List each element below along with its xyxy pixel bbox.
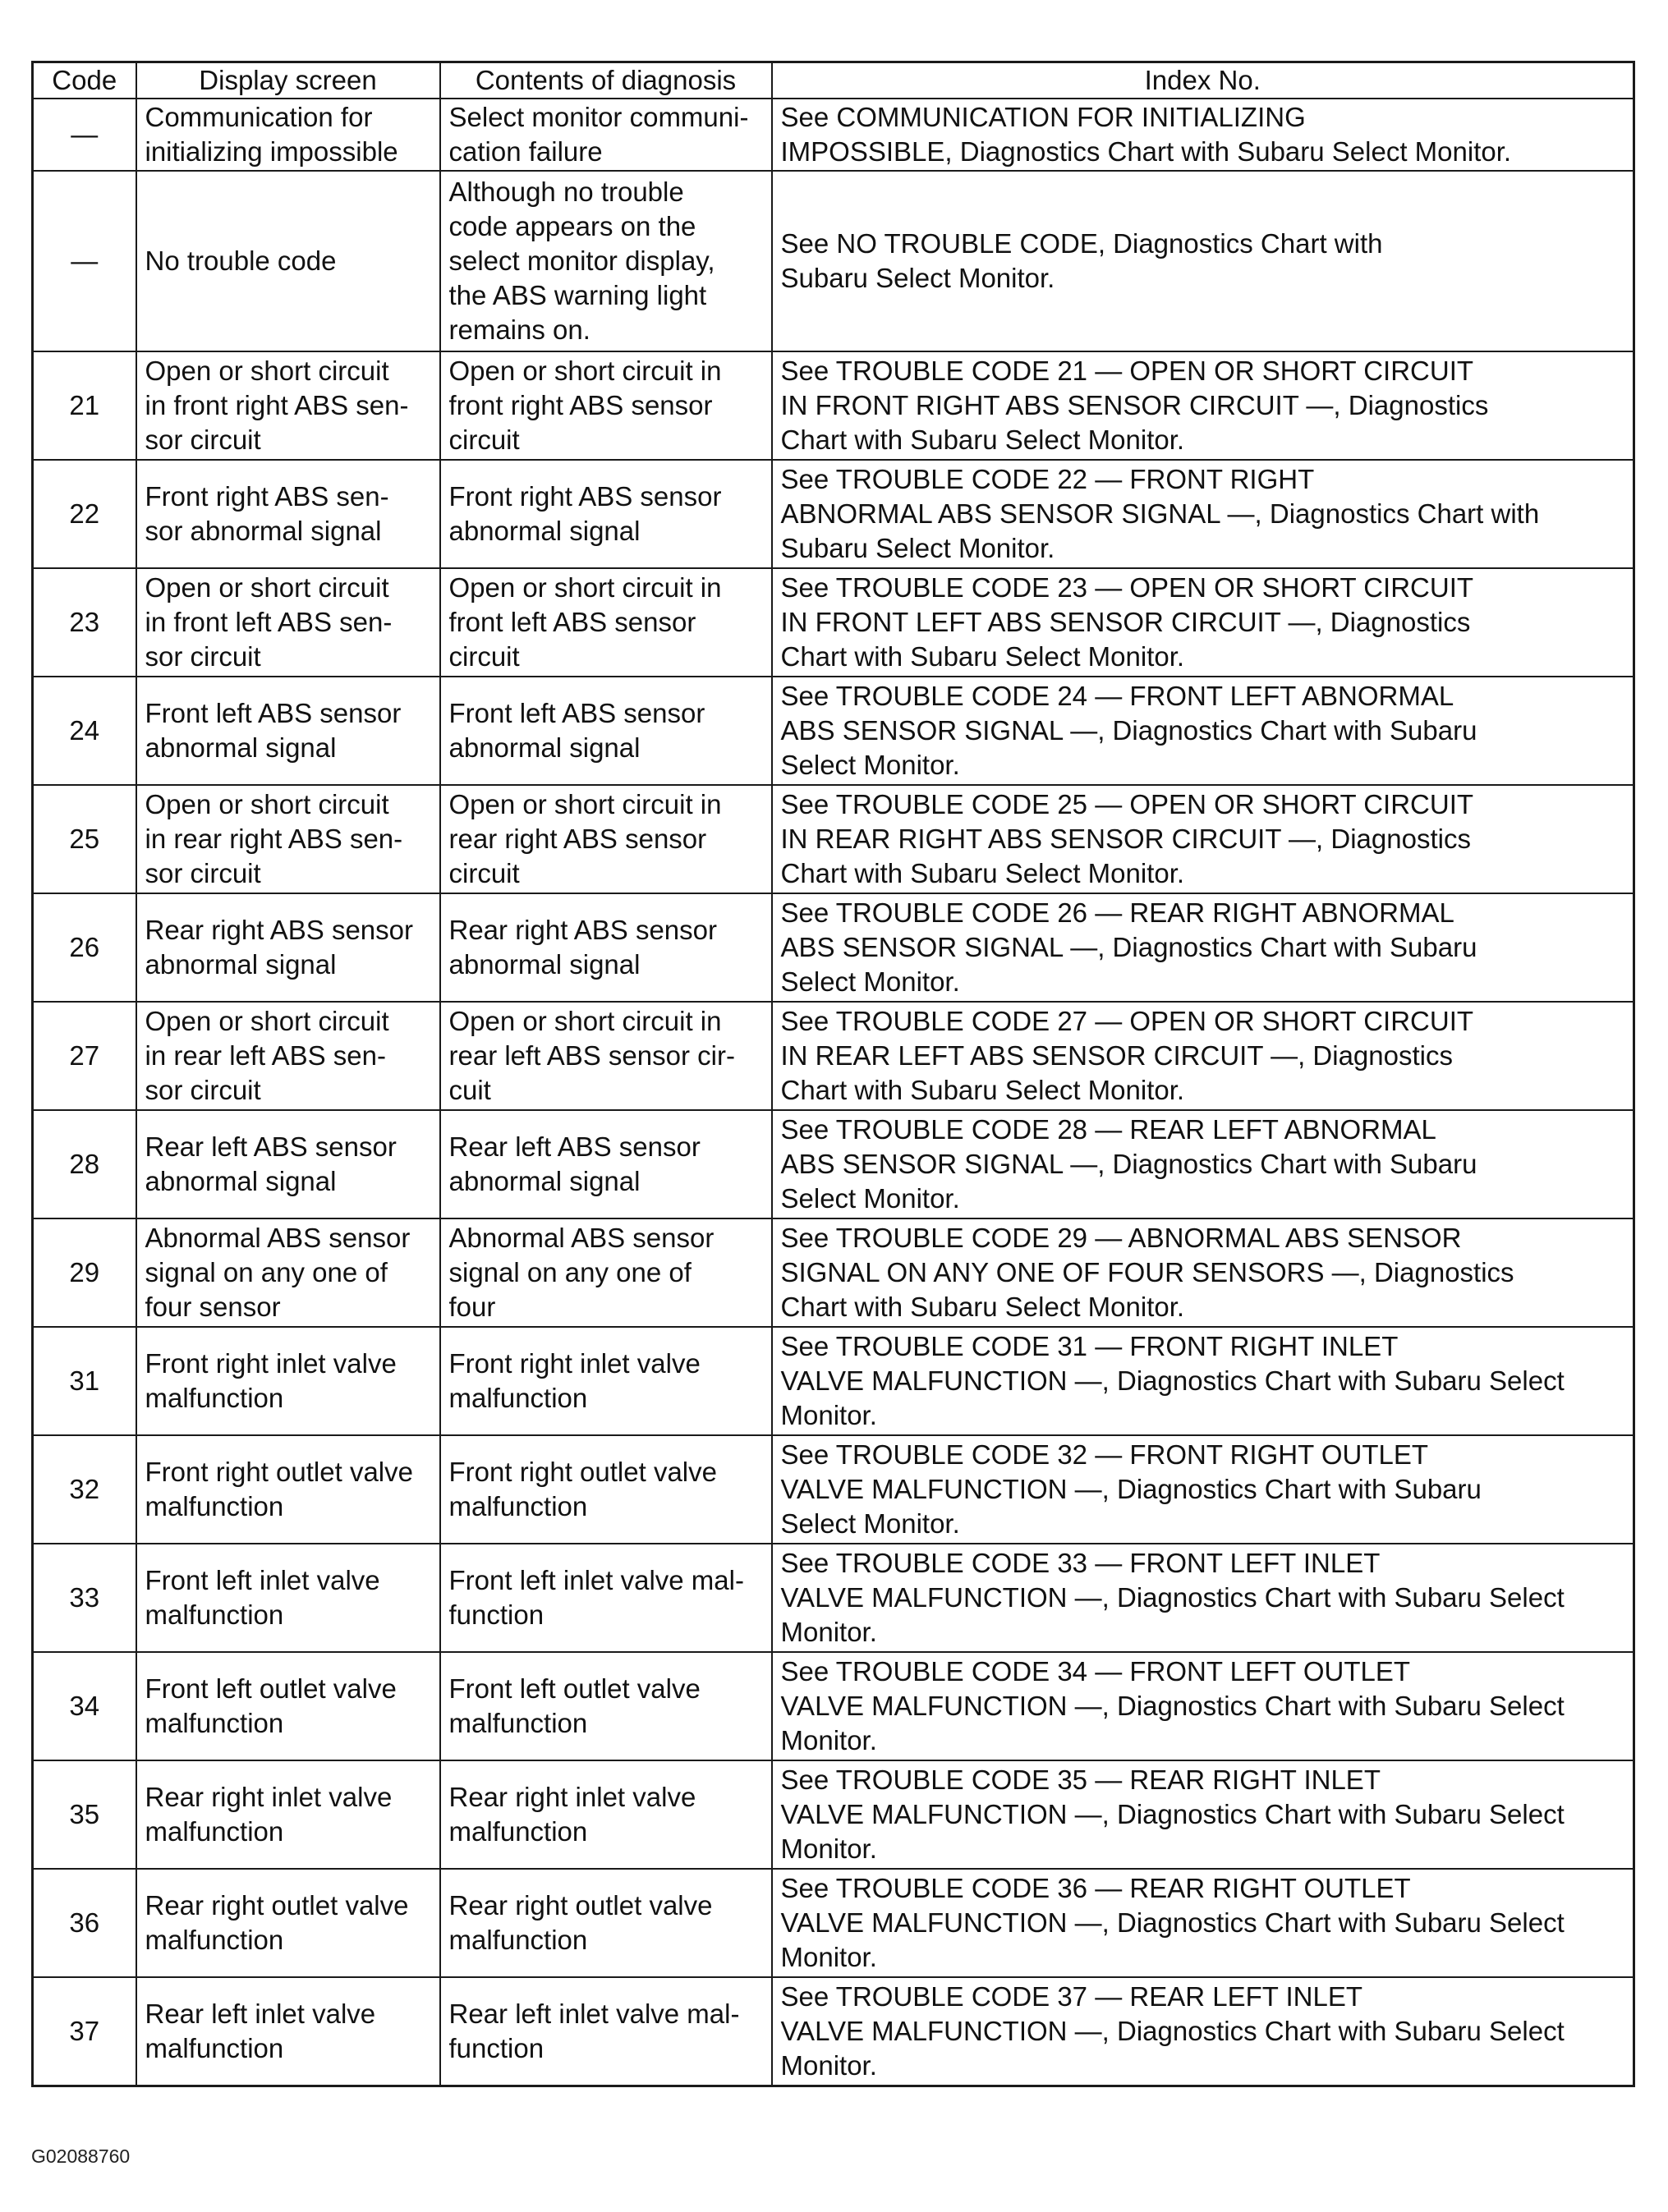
table-row xyxy=(33,1760,1634,1869)
header-contents-of-diagnosis: Contents of diagnosis xyxy=(440,62,772,99)
index-no-cell: See TROUBLE CODE 22 — FRONT RIGHT ABNORMAL ABS SENSOR SIGNAL —, Diagnostics Chart with Subaru Select Monitor. xyxy=(772,460,1634,568)
table-row xyxy=(33,1002,1634,1110)
contents-of-diagnosis-cell: Open or short circuit in rear left ABS sensor cir- cuit xyxy=(440,1002,772,1110)
display-screen-cell: No trouble code xyxy=(136,171,440,351)
contents-of-diagnosis-cell: Rear right outlet valve malfunction xyxy=(440,1869,772,1977)
code-cell: 22 xyxy=(33,460,136,568)
table-row xyxy=(33,785,1634,893)
table-row xyxy=(33,460,1634,568)
table-row xyxy=(33,99,1634,171)
table-row xyxy=(33,677,1634,785)
code-cell: — xyxy=(33,171,136,351)
trouble-code-table xyxy=(31,61,1635,2087)
contents-of-diagnosis-cell: Select monitor communi- cation failure xyxy=(440,99,772,171)
index-no-cell: See TROUBLE CODE 23 — OPEN OR SHORT CIRCUIT IN FRONT LEFT ABS SENSOR CIRCUIT —, Diagnostics Chart with Subaru Select Monitor. xyxy=(772,568,1634,677)
code-cell: 31 xyxy=(33,1327,136,1435)
table-row xyxy=(33,1652,1634,1760)
contents-of-diagnosis-cell: Front right outlet valve malfunction xyxy=(440,1435,772,1544)
index-no-cell: See COMMUNICATION FOR INITIALIZING IMPOSSIBLE, Diagnostics Chart with Subaru Select Monitor. xyxy=(772,99,1634,171)
index-no-cell: See TROUBLE CODE 33 — FRONT LEFT INLET VALVE MALFUNCTION —, Diagnostics Chart with Subaru Select Monitor. xyxy=(772,1544,1634,1652)
table-row xyxy=(33,1977,1634,2086)
contents-of-diagnosis-cell: Front left inlet valve mal- function xyxy=(440,1544,772,1652)
index-no-cell: See TROUBLE CODE 29 — ABNORMAL ABS SENSOR SIGNAL ON ANY ONE OF FOUR SENSORS —, Diagnostics Chart with Subaru Select Monitor. xyxy=(772,1218,1634,1327)
index-no-cell: See TROUBLE CODE 28 — REAR LEFT ABNORMAL ABS SENSOR SIGNAL —, Diagnostics Chart with Subaru Select Monitor. xyxy=(772,1110,1634,1218)
index-no-cell: See TROUBLE CODE 27 — OPEN OR SHORT CIRCUIT IN REAR LEFT ABS SENSOR CIRCUIT —, Diagnostics Chart with Subaru Select Monitor. xyxy=(772,1002,1634,1110)
table-row xyxy=(33,1869,1634,1977)
display-screen-cell: Rear left inlet valve malfunction xyxy=(136,1977,440,2086)
display-screen-cell: Front right outlet valve malfunction xyxy=(136,1435,440,1544)
table-row xyxy=(33,1435,1634,1544)
code-cell: — xyxy=(33,99,136,171)
index-no-cell: See TROUBLE CODE 36 — REAR RIGHT OUTLET VALVE MALFUNCTION —, Diagnostics Chart with Subaru Select Monitor. xyxy=(772,1869,1634,1977)
index-no-cell: See TROUBLE CODE 21 — OPEN OR SHORT CIRCUIT IN FRONT RIGHT ABS SENSOR CIRCUIT —, Diagnostics Chart with Subaru Select Monitor. xyxy=(772,351,1634,460)
trouble-code-table-sheet xyxy=(31,61,1633,2087)
code-cell: 29 xyxy=(33,1218,136,1327)
code-cell: 26 xyxy=(33,893,136,1002)
code-cell: 27 xyxy=(33,1002,136,1110)
display-screen-cell: Open or short circuit in front right ABS sen- sor circuit xyxy=(136,351,440,460)
contents-of-diagnosis-cell: Abnormal ABS sensor signal on any one of four xyxy=(440,1218,772,1327)
contents-of-diagnosis-cell: Front left outlet valve malfunction xyxy=(440,1652,772,1760)
figure-id: G02088760 xyxy=(31,2145,131,2167)
index-no-cell: See TROUBLE CODE 32 — FRONT RIGHT OUTLET VALVE MALFUNCTION —, Diagnostics Chart with Subaru Select Monitor. xyxy=(772,1435,1634,1544)
index-no-cell: See NO TROUBLE CODE, Diagnostics Chart with Subaru Select Monitor. xyxy=(772,171,1634,351)
table-row xyxy=(33,1327,1634,1435)
code-cell: 36 xyxy=(33,1869,136,1977)
code-cell: 35 xyxy=(33,1760,136,1869)
display-screen-cell: Open or short circuit in front left ABS sen- sor circuit xyxy=(136,568,440,677)
contents-of-diagnosis-cell: Front left ABS sensor abnormal signal xyxy=(440,677,772,785)
display-screen-cell: Rear left ABS sensor abnormal signal xyxy=(136,1110,440,1218)
table-row xyxy=(33,171,1634,351)
header-display-screen: Display screen xyxy=(136,62,440,99)
contents-of-diagnosis-cell: Rear left ABS sensor abnormal signal xyxy=(440,1110,772,1218)
table-row xyxy=(33,351,1634,460)
index-no-cell: See TROUBLE CODE 31 — FRONT RIGHT INLET VALVE MALFUNCTION —, Diagnostics Chart with Subaru Select Monitor. xyxy=(772,1327,1634,1435)
display-screen-cell: Front left outlet valve malfunction xyxy=(136,1652,440,1760)
display-screen-cell: Rear right outlet valve malfunction xyxy=(136,1869,440,1977)
index-no-cell: See TROUBLE CODE 34 — FRONT LEFT OUTLET VALVE MALFUNCTION —, Diagnostics Chart with Subaru Select Monitor. xyxy=(772,1652,1634,1760)
table-row xyxy=(33,1544,1634,1652)
display-screen-cell: Front right ABS sen- sor abnormal signal xyxy=(136,460,440,568)
code-cell: 24 xyxy=(33,677,136,785)
display-screen-cell: Abnormal ABS sensor signal on any one of four sensor xyxy=(136,1218,440,1327)
header-row xyxy=(33,62,1634,99)
display-screen-cell: Rear right inlet valve malfunction xyxy=(136,1760,440,1869)
contents-of-diagnosis-cell: Open or short circuit in front left ABS sensor circuit xyxy=(440,568,772,677)
display-screen-cell: Open or short circuit in rear right ABS sen- sor circuit xyxy=(136,785,440,893)
index-no-cell: See TROUBLE CODE 26 — REAR RIGHT ABNORMAL ABS SENSOR SIGNAL —, Diagnostics Chart with Subaru Select Monitor. xyxy=(772,893,1634,1002)
display-screen-cell: Open or short circuit in rear left ABS sen- sor circuit xyxy=(136,1002,440,1110)
code-cell: 34 xyxy=(33,1652,136,1760)
contents-of-diagnosis-cell: Front right ABS sensor abnormal signal xyxy=(440,460,772,568)
table-row xyxy=(33,568,1634,677)
index-no-cell: See TROUBLE CODE 25 — OPEN OR SHORT CIRCUIT IN REAR RIGHT ABS SENSOR CIRCUIT —, Diagnostics Chart with Subaru Select Monitor. xyxy=(772,785,1634,893)
header-code: Code xyxy=(33,62,136,99)
index-no-cell: See TROUBLE CODE 35 — REAR RIGHT INLET VALVE MALFUNCTION —, Diagnostics Chart with Subaru Select Monitor. xyxy=(772,1760,1634,1869)
contents-of-diagnosis-cell: Open or short circuit in front right ABS sensor circuit xyxy=(440,351,772,460)
code-cell: 33 xyxy=(33,1544,136,1652)
display-screen-cell: Front right inlet valve malfunction xyxy=(136,1327,440,1435)
contents-of-diagnosis-cell: Rear right ABS sensor abnormal signal xyxy=(440,893,772,1002)
table-row xyxy=(33,893,1634,1002)
index-no-cell: See TROUBLE CODE 37 — REAR LEFT INLET VALVE MALFUNCTION —, Diagnostics Chart with Subaru Select Monitor. xyxy=(772,1977,1634,2086)
code-cell: 32 xyxy=(33,1435,136,1544)
display-screen-cell: Front left ABS sensor abnormal signal xyxy=(136,677,440,785)
contents-of-diagnosis-cell: Although no trouble code appears on the select monitor display, the ABS warning light remains on. xyxy=(440,171,772,351)
display-screen-cell: Front left inlet valve malfunction xyxy=(136,1544,440,1652)
contents-of-diagnosis-cell: Rear right inlet valve malfunction xyxy=(440,1760,772,1869)
code-cell: 21 xyxy=(33,351,136,460)
code-cell: 37 xyxy=(33,1977,136,2086)
code-cell: 25 xyxy=(33,785,136,893)
table-row xyxy=(33,1110,1634,1218)
display-screen-cell: Rear right ABS sensor abnormal signal xyxy=(136,893,440,1002)
display-screen-cell: Communication for initializing impossible xyxy=(136,99,440,171)
contents-of-diagnosis-cell: Front right inlet valve malfunction xyxy=(440,1327,772,1435)
contents-of-diagnosis-cell: Open or short circuit in rear right ABS sensor circuit xyxy=(440,785,772,893)
code-cell: 28 xyxy=(33,1110,136,1218)
code-cell: 23 xyxy=(33,568,136,677)
index-no-cell: See TROUBLE CODE 24 — FRONT LEFT ABNORMAL ABS SENSOR SIGNAL —, Diagnostics Chart with Subaru Select Monitor. xyxy=(772,677,1634,785)
contents-of-diagnosis-cell: Rear left inlet valve mal- function xyxy=(440,1977,772,2086)
header-index-no: Index No. xyxy=(772,62,1634,99)
table-row xyxy=(33,1218,1634,1327)
